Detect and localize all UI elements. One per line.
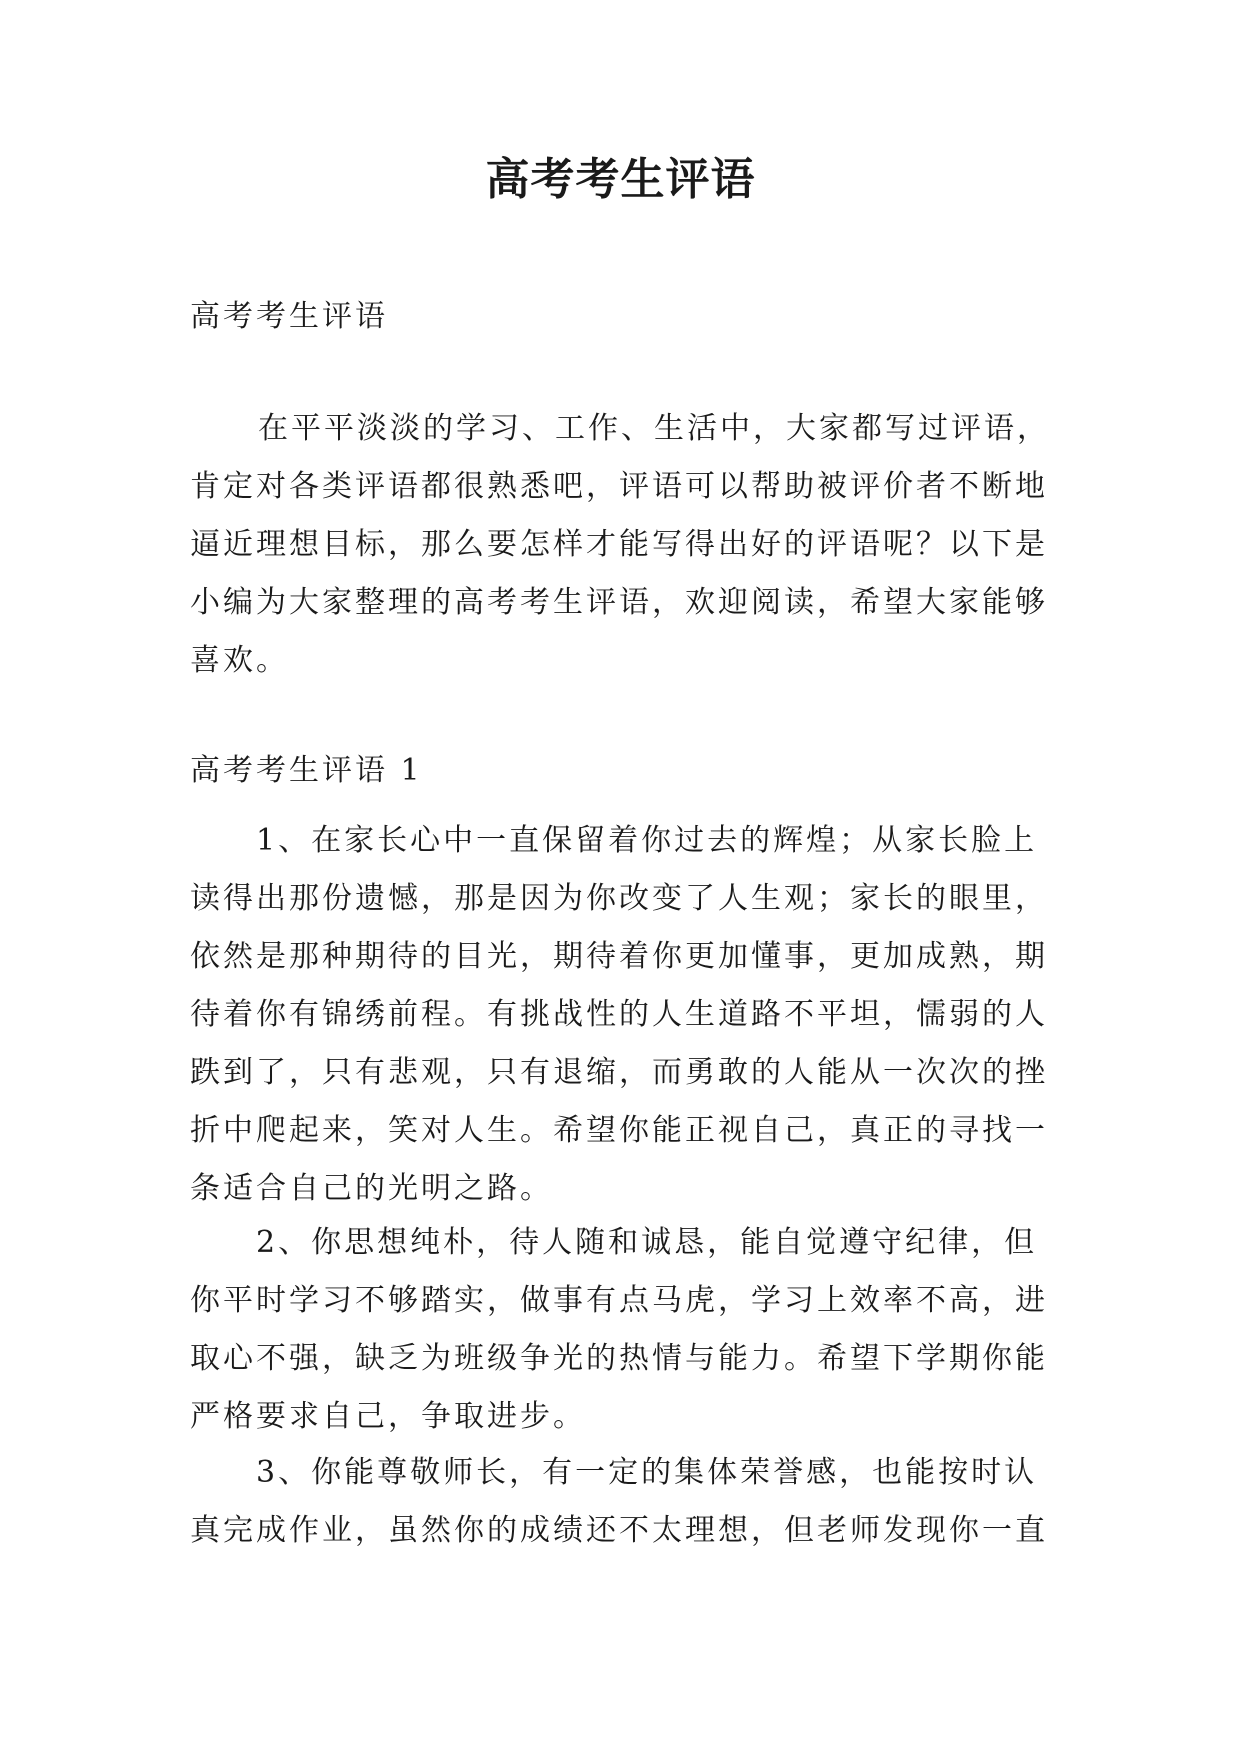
intro-paragraph: 在平平淡淡的学习、工作、生活中，大家都写过评语，肯定对各类评语都很熟悉吧，评语可以帮助被评价者不断地逼近理想目标，那么要怎样才能写得出好的评语呢？以下是小编为大家整理的高考考生评语，欢迎阅读，希望大家能够喜欢。 [190,411,1050,678]
section-heading: 高考考生评语 1 [190,753,423,788]
document-title: 高考考生评语 [485,154,756,205]
comment-item-1: 1、在家长心中一直保留着你过去的辉煌；从家长脸上读得出那份遗憾，那是因为你改变了人生观；家长的眼里，依然是那种期待的目光，期待着你更加懂事，更加成熟，期待着你有锦绣前程。有挑战性的人生道路不平坦，懦弱的人跌到了，只有悲观，只有退缩，而勇敢的人能从一次次的挫折中爬起来，笑对人生。希望你能正视自己，真正的寻找一条适合自己的光明之路。 [190,823,1048,1206]
comment-item-2: 2、你思想纯朴，待人随和诚恳，能自觉遵守纪律，但你平时学习不够踏实，做事有点马虎，学习上效率不高，进取心不强，缺乏为班级争光的热情与能力。希望下学期你能严格要求自己，争取进步。 [190,1225,1048,1434]
comment-item-3: 3、你能尊敬师长，有一定的集体荣誉感，也能按时认真完成作业，虽然你的成绩还不太理想，但老师发现你一直 [190,1455,1048,1548]
document-subtitle: 高考考生评语 [190,299,388,334]
